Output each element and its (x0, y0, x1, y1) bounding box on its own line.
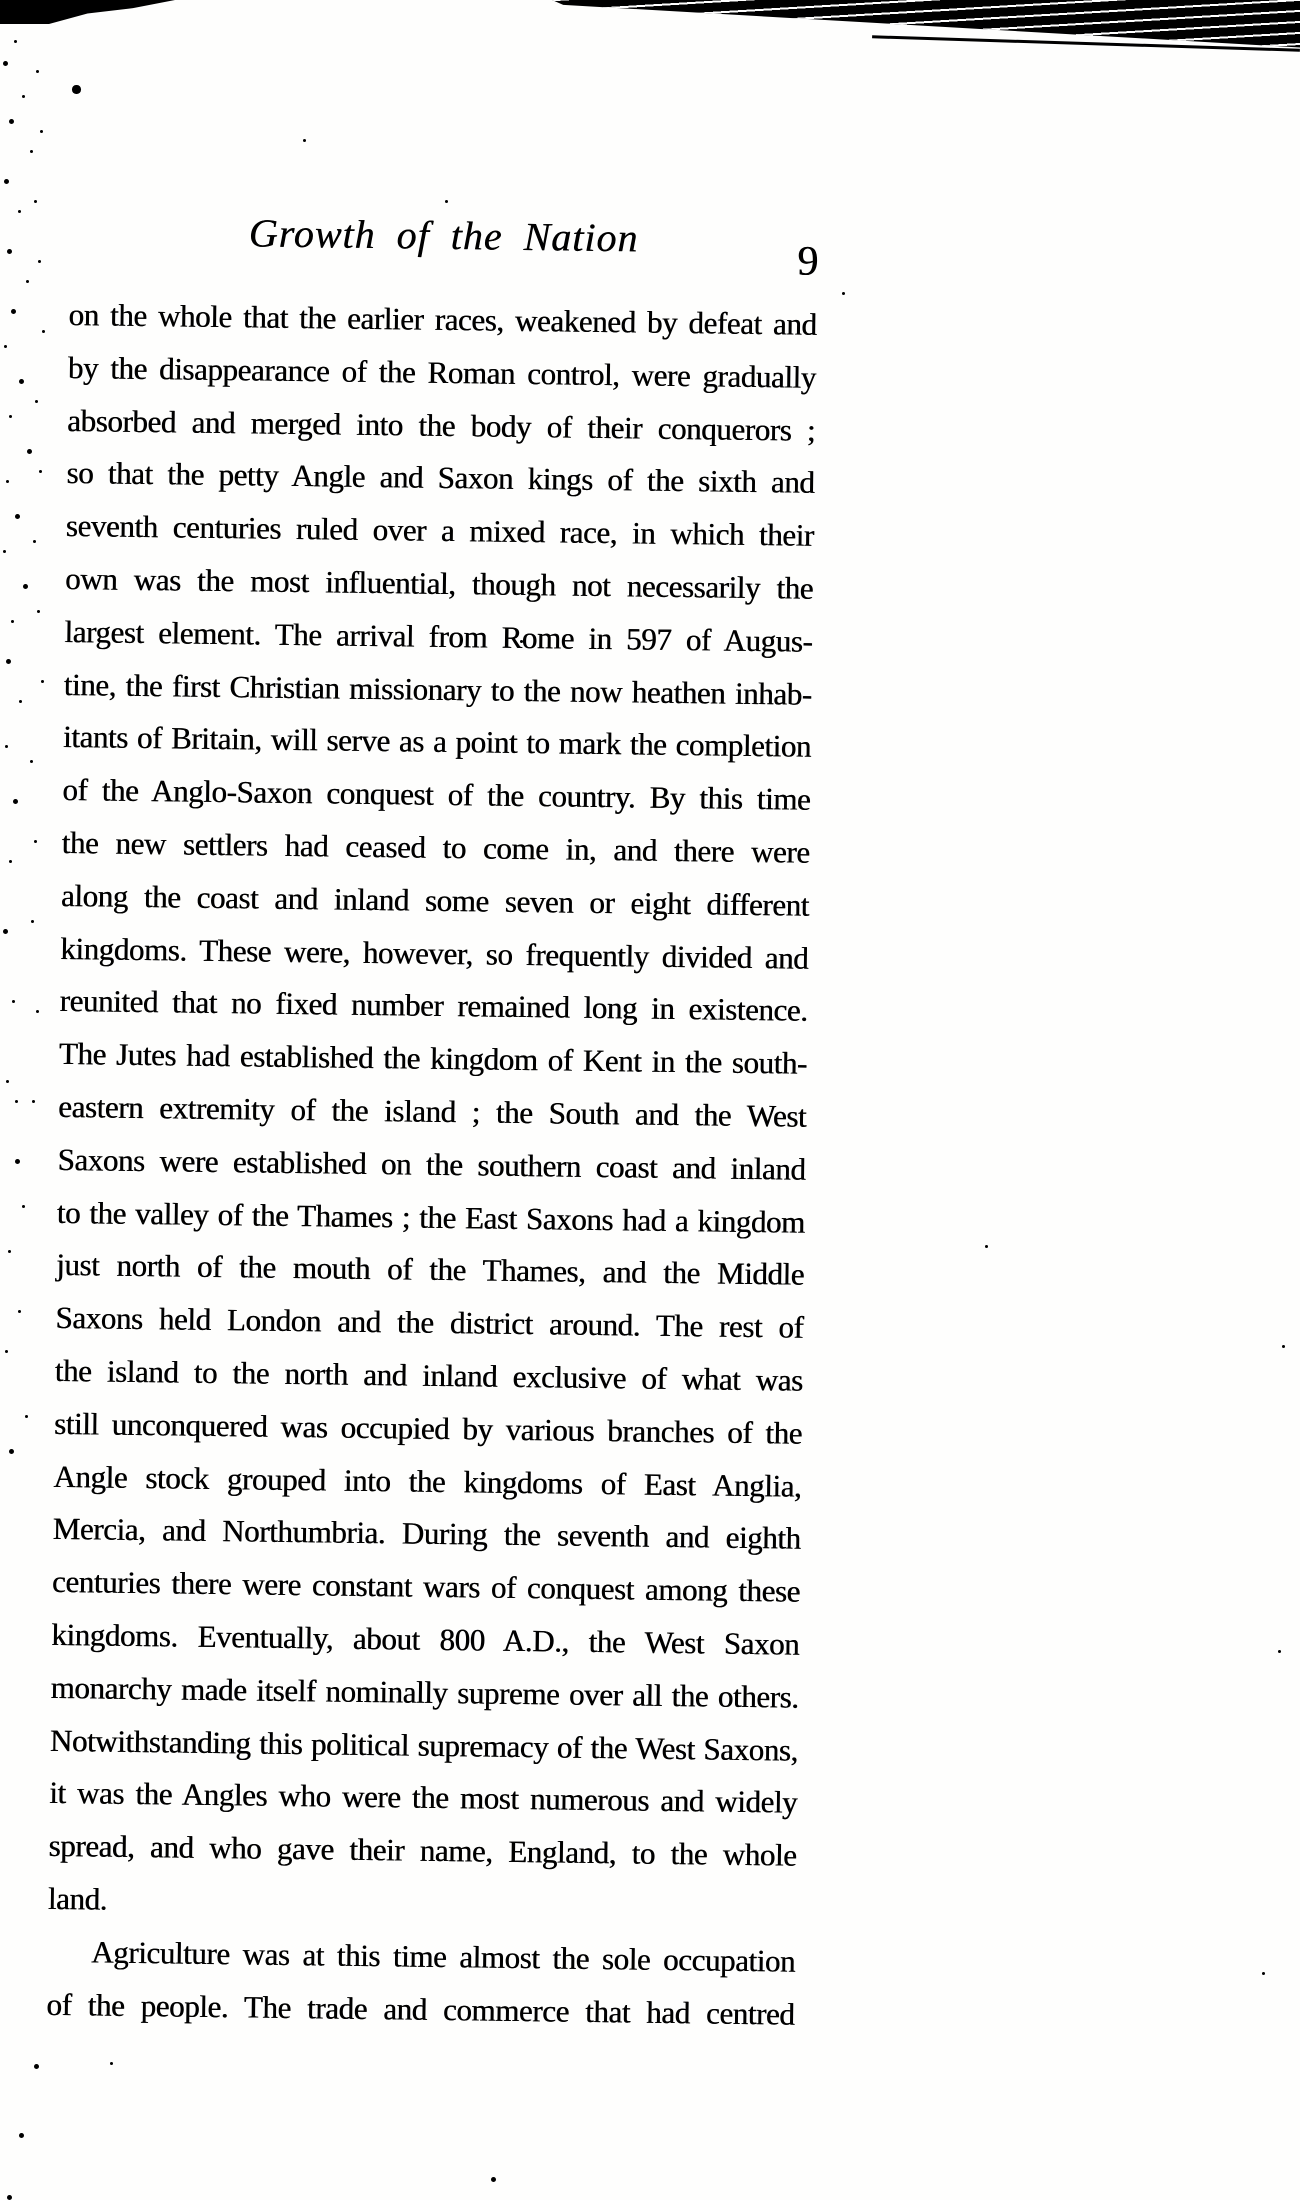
text-line: largest element. The arrival from Rome in 597 of Augus- (64, 613, 813, 659)
text-line: The Jutes had established the kingdom of Kent in the south- (58, 1036, 808, 1081)
text-line: kingdoms. Eventually, about 800 A.D., the West Saxon (51, 1616, 800, 1662)
text-line: itants of Britain, will serve as a point to mark the completion (62, 719, 812, 765)
page-body-text (46, 289, 817, 2041)
text-line: along the coast and inland some seven or eight different (60, 877, 810, 923)
text-line: kingdoms. These were, however, so frequently divided and (60, 930, 809, 976)
text-line: it was the Angles who were the most numerous and widely (48, 1775, 798, 1820)
scan-artifact-top-left-corner (0, 0, 175, 24)
running-header-title: Growth of the Nation (248, 210, 639, 261)
text-line: of the people. The trade and commerce that had centred (46, 1986, 795, 2032)
text-line: Angle stock grouped into the kingdoms of East Anglia, (53, 1458, 802, 1504)
text-line: eastern extremity of the island ; the South and the West (57, 1088, 807, 1134)
text-line: absorbed and merged into the body of their conquerors ; (66, 402, 816, 448)
text-line: own was the most influential, though not necessarily the (64, 560, 814, 606)
text-line: so that the petty Angle and Saxon kings of the sixth and (66, 455, 815, 501)
text-line: Mercia, and Northumbria. During the seventh and eighth (52, 1511, 801, 1557)
text-line: monarchy made itself nominally supreme over all the others. (50, 1669, 799, 1715)
text-line: seventh centuries ruled over a mixed race, in which their (65, 508, 814, 553)
text-line: just north of the mouth of the Thames, and the Middle (55, 1247, 805, 1293)
page-content (46, 205, 830, 2032)
text-line: by the disappearance of the Roman control, were gradually (67, 349, 817, 395)
text-line: reunited that no fixed number remained long in existence. (59, 983, 808, 1029)
text-line: tine, the first Christian missionary to the now heathen inhab- (63, 666, 812, 712)
text-line: still unconquered was occupied by various branches of the (53, 1405, 803, 1451)
text-line: on the whole that the earlier races, weakened by defeat and (68, 296, 817, 342)
text-line: Notwithstanding this political supremacy of the West Saxons, (49, 1722, 799, 1768)
text-line: the new settlers had ceased to come in, and there were (61, 824, 810, 870)
text-line: spread, and who gave their name, England, to the whole (48, 1827, 797, 1873)
text-line: of the Anglo-Saxon conquest of the country. By this time (62, 772, 811, 817)
text-line: centuries there were constant wars of conquest among these (51, 1564, 801, 1609)
text-line: the island to the north and inland exclusive of what was (54, 1352, 803, 1398)
text-line: Saxons were established on the southern coast and inland (57, 1141, 806, 1187)
page-number: 9 (797, 238, 819, 285)
text-line: Agriculture was at this time almost the sole occupation (90, 1934, 796, 1979)
scan-noise-speckles-small (0, 0, 3, 3)
text-line: to the valley of the Thames ; the East Saxons had a kingdom (56, 1194, 805, 1240)
text-line: Saxons held London and the district around. The rest of (55, 1300, 804, 1345)
text-line: land. (47, 1880, 108, 1917)
